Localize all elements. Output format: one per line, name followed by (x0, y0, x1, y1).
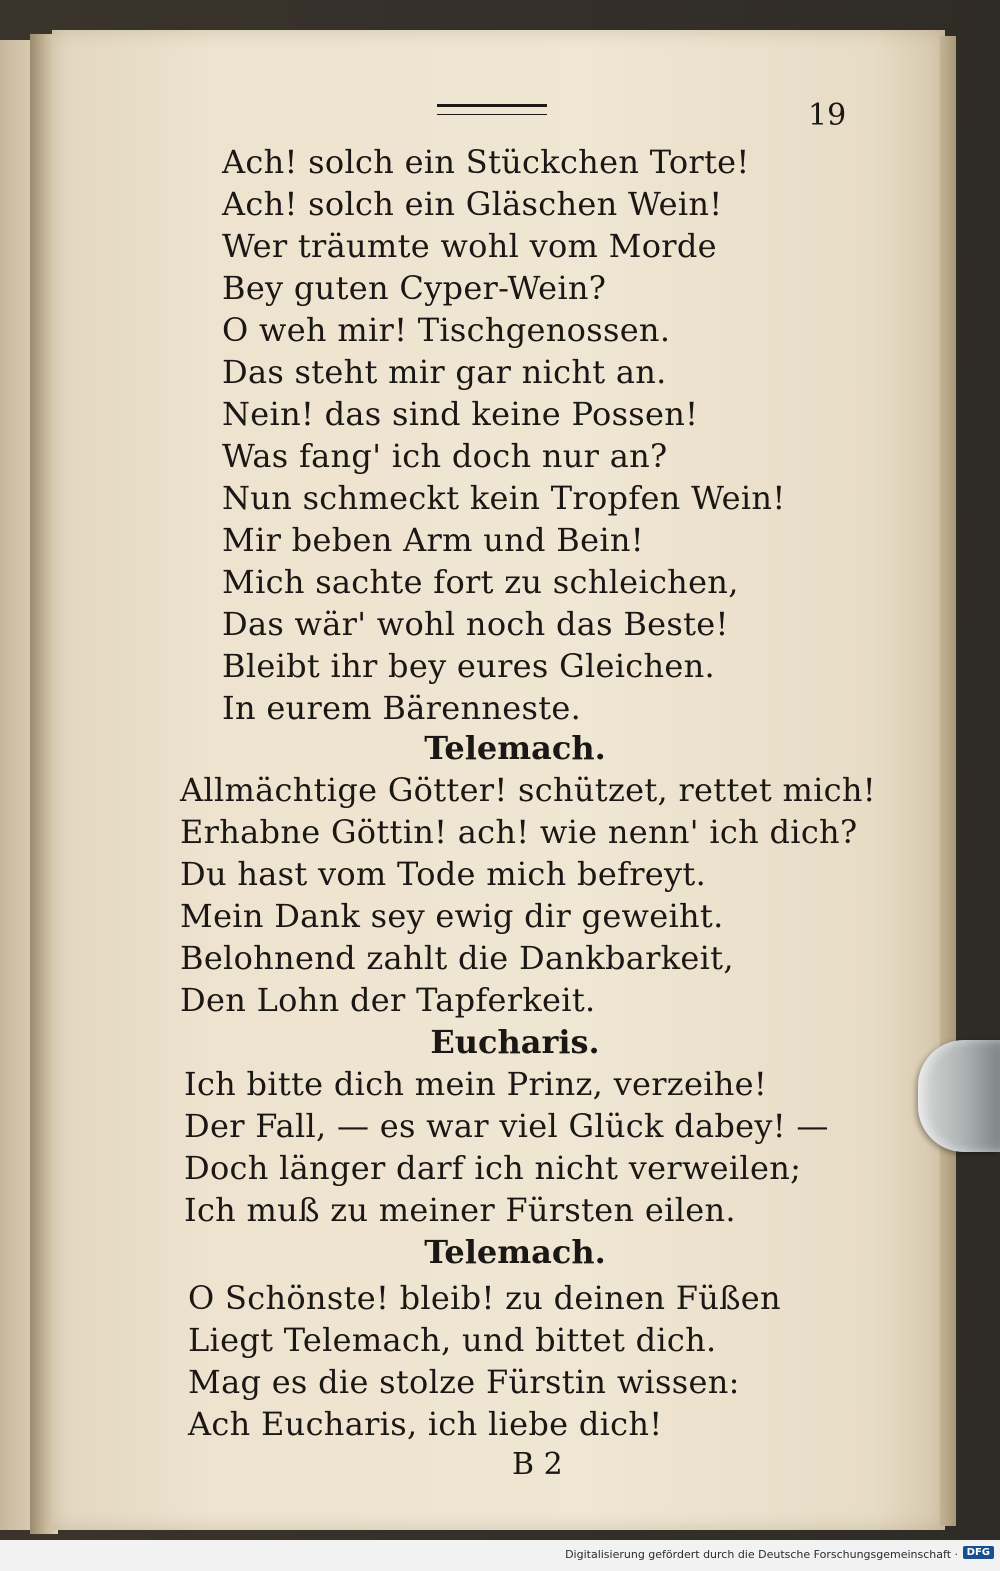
verse-line: Mein Dank sey ewig dir geweiht. (180, 897, 724, 935)
verse-line: Ach Eucharis, ich liebe dich! (188, 1405, 663, 1443)
verse-line: Das steht mir gar nicht an. (222, 353, 667, 391)
catchword-signature: B 2 (512, 1447, 563, 1482)
verse-line: Den Lohn der Tapferkeit. (180, 981, 596, 1019)
verse-line: O Schönste! bleib! zu deinen Füßen (188, 1279, 781, 1317)
verse-line: Ich muß zu meiner Fürsten eilen. (184, 1191, 736, 1229)
verse-line: Bey guten Cyper-Wein? (222, 269, 607, 307)
page-number: 19 (808, 98, 847, 133)
header-rule-top (437, 104, 547, 107)
verse-line: Ach! solch ein Stückchen Torte! (222, 143, 750, 181)
verse-line: Nein! das sind keine Possen! (222, 395, 699, 433)
verse-line: Du hast vom Tode mich befreyt. (180, 855, 707, 893)
dfg-logo: DFG (963, 1546, 994, 1559)
verse-line: Mag es die stolze Fürstin wissen: (188, 1363, 740, 1401)
verse-line: Allmächtige Götter! schützet, rettet mich! (180, 771, 876, 809)
speaker-heading-telemach: Telemach. (424, 729, 606, 767)
verse-line: Liegt Telemach, und bittet dich. (188, 1321, 717, 1359)
page-stack-edge (940, 36, 956, 1526)
verse-line: Mir beben Arm und Bein! (222, 521, 644, 559)
verse-line: Was fang' ich doch nur an? (222, 437, 668, 475)
verse-line: Das wär' wohl noch das Beste! (222, 605, 729, 643)
verse-line: Erhabne Göttin! ach! wie nenn' ich dich? (180, 813, 858, 851)
verse-line: Bleibt ihr bey eures Gleichen. (222, 647, 716, 685)
verse-line: Ich bitte dich mein Prinz, verzeihe! (184, 1065, 768, 1103)
speaker-heading-telemach: Telemach. (424, 1233, 606, 1271)
verse-line: Belohnend zahlt die Dankbarkeit, (180, 939, 734, 977)
verse-line: O weh mir! Tischgenossen. (222, 311, 671, 349)
verse-line: Ach! solch ein Gläschen Wein! (222, 185, 723, 223)
verse-line: Wer träumte wohl vom Morde (222, 227, 717, 265)
speaker-heading-eucharis: Eucharis. (430, 1023, 600, 1061)
verse-line: Doch länger darf ich nicht verweilen; (184, 1149, 802, 1187)
funding-credit: Digitalisierung gefördert durch die Deutsche Forschungsgemeinschaft · (565, 1548, 958, 1561)
verse-line: In eurem Bärenneste. (222, 689, 582, 727)
header-rule-bottom (437, 114, 547, 115)
verse-line: Mich sachte fort zu schleichen, (222, 563, 739, 601)
verse-line: Nun schmeckt kein Tropfen Wein! (222, 479, 786, 517)
verse-line: Der Fall, — es war viel Glück dabey! — (184, 1107, 829, 1145)
page-holder-clip (918, 1040, 1000, 1152)
